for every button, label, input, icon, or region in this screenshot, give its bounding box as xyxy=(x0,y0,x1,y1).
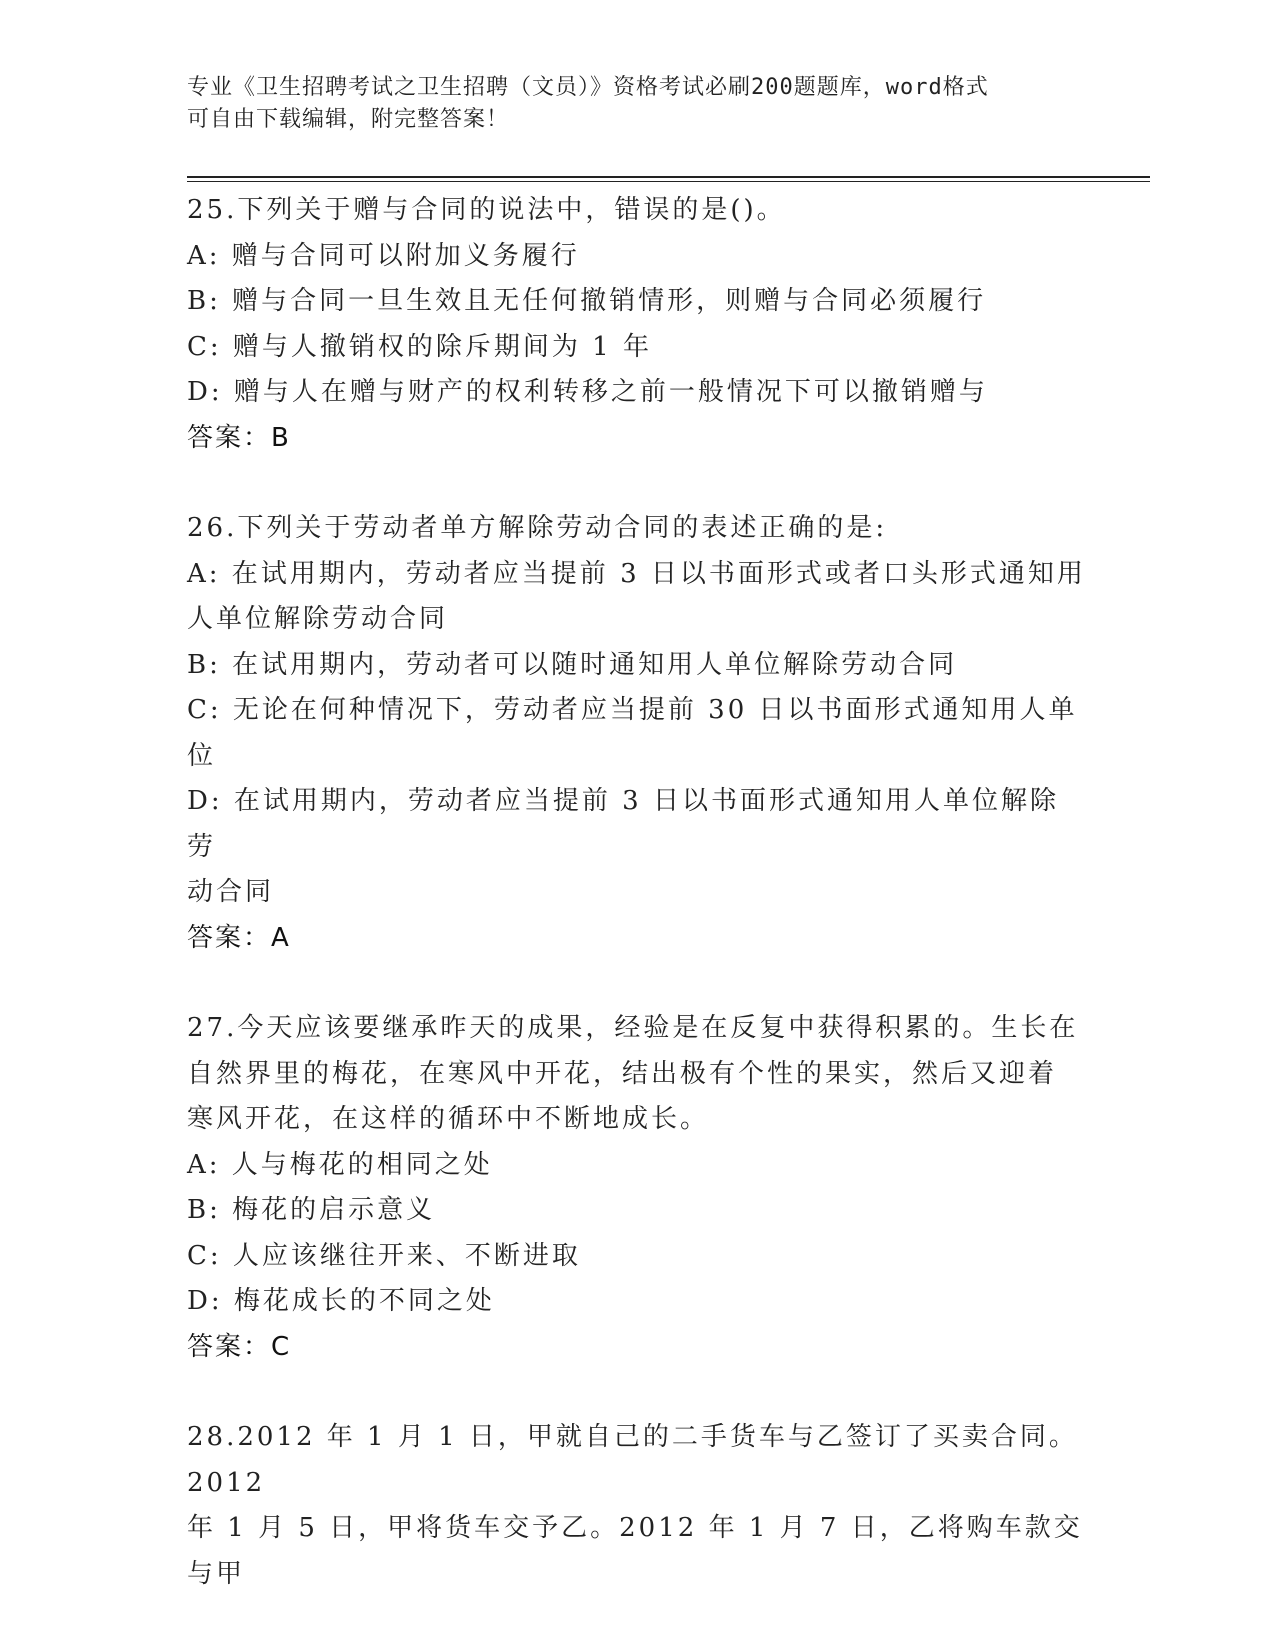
option-line: C: 无论在何种情况下，劳动者应当提前 30 日以书面形式通知用人单 xyxy=(187,695,1078,725)
header-divider-thin xyxy=(187,181,1150,182)
option-line: B: 梅花的启示意义 xyxy=(187,1195,436,1225)
option-line: 动合同 xyxy=(187,877,275,907)
option-line: 人单位解除劳动合同 xyxy=(187,604,449,634)
option-line: D: 梅花成长的不同之处 xyxy=(187,1286,495,1316)
question-block xyxy=(187,1006,1087,1370)
document-header xyxy=(187,72,1067,136)
header-line-1: 专业《卫生招聘考试之卫生招聘（文员）》资格考试必刷200题题库，word格式 xyxy=(187,75,989,100)
answer-line: 答案：C xyxy=(187,1331,292,1362)
question-stem-line: 26.下列关于劳动者单方解除劳动合同的表述正确的是: xyxy=(187,513,888,543)
option-line: C: 人应该继往开来、不断进取 xyxy=(187,1240,581,1271)
option-line: D: 赠与人在赠与财产的权利转移之前一般情况下可以撤销赠与 xyxy=(187,377,988,407)
option-line: C: 赠与人撤销权的除斥期间为 1 年 xyxy=(187,331,652,362)
option-line: D: 在试用期内，劳动者应当提前 3 日以书面形式通知用人单位解除劳 xyxy=(187,786,1059,862)
answer-line: 答案：B xyxy=(187,422,291,453)
question-block xyxy=(187,506,1087,961)
option-line: A: 人与梅花的相同之处 xyxy=(187,1149,493,1180)
question-stem-line: 25.下列关于赠与合同的说法中，错误的是()。 xyxy=(187,195,786,225)
question-block xyxy=(187,1415,1087,1597)
header-line-2: 可自由下载编辑，附完整答案！ xyxy=(187,107,510,132)
question-stem-line: 自然界里的梅花，在寒风中开花，结出极有个性的果实，然后又迎着 xyxy=(187,1058,1058,1089)
question-spacer xyxy=(187,961,1087,1006)
option-line: A: 赠与合同可以附加义务履行 xyxy=(187,240,580,271)
question-stem-line: 寒风开花，在这样的循环中不断地成长。 xyxy=(187,1104,710,1134)
option-line: A: 在试用期内，劳动者应当提前 3 日以书面形式或者口头形式通知用 xyxy=(187,558,1086,589)
question-spacer xyxy=(187,1370,1087,1415)
question-list xyxy=(187,188,1087,1597)
option-line: B: 赠与合同一旦生效且无任何撤销情形，则赠与合同必须履行 xyxy=(187,286,987,316)
question-stem-line: 27.今天应该要继承昨天的成果，经验是在反复中获得积累的。生长在 xyxy=(187,1013,1079,1043)
option-line: 位 xyxy=(187,740,217,771)
question-stem-line: 28.2012 年 1 月 1 日，甲就自己的二手货车与乙签订了买卖合同。2012 xyxy=(187,1422,1078,1498)
question-stem-line: 年 1 月 5 日，甲将货车交予乙。2012 年 1 月 7 日，乙将购车款交与甲 xyxy=(187,1513,1083,1589)
question-block xyxy=(187,188,1087,461)
answer-line: 答案：A xyxy=(187,922,291,953)
header-divider-thick xyxy=(187,176,1150,178)
question-spacer xyxy=(187,461,1087,506)
option-line: B: 在试用期内，劳动者可以随时通知用人单位解除劳动合同 xyxy=(187,649,958,680)
